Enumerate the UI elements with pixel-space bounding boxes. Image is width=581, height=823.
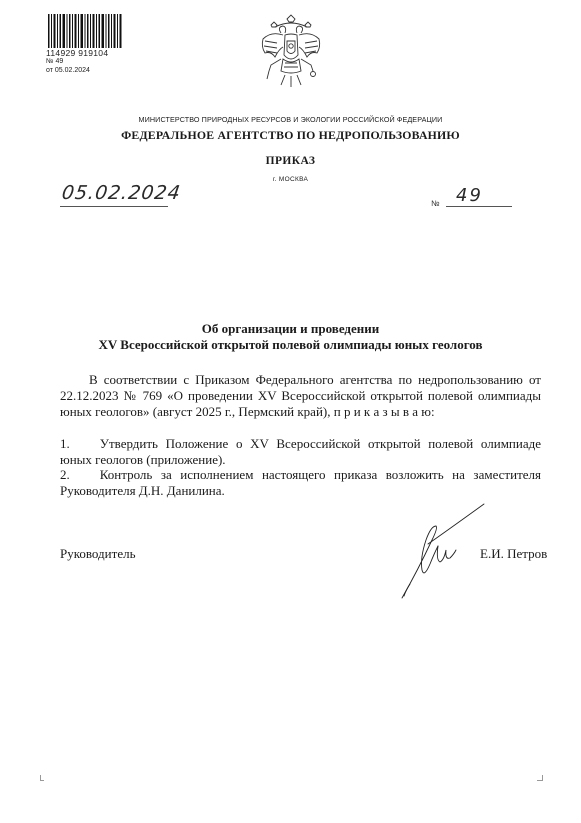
item-number: 1. [60,436,70,451]
subject-line-1: Об организации и проведении [201,321,380,336]
order-number-label: № [431,199,440,208]
subject-line-2: XV Всероссийской открытой полевой олимпиады юных геологов [98,337,483,352]
document-type: ПРИКАЗ [265,155,316,167]
order-item-2 [60,467,541,499]
russian-coat-of-arms-icon [257,13,325,89]
signatory-name: Е.И. Петров [480,546,548,561]
item-number: 2. [60,467,70,482]
date-underline [60,206,168,207]
item-text: Контроль за исполнением настоящего приказа возложить на заместителя Руководителя Д.Н. Данилина. [60,467,541,498]
barcode-icon [48,14,122,48]
signatory-title: Руководитель [60,546,136,561]
registration-number: № 49 [46,58,64,65]
barcode-number: 114929 919104 [46,48,109,58]
registration-date: от 05.02.2024 [46,67,90,74]
order-number-handwritten: 49 [456,185,483,206]
number-underline [446,206,512,207]
ministry-name: МИНИСТЕРСТВО ПРИРОДНЫХ РЕСУРСОВ И ЭКОЛОГИИ РОССИЙСКОЙ ФЕДЕРАЦИИ [138,115,443,124]
city-name: г. МОСКВА [272,176,309,183]
intro-paragraph: В соответствии с Приказом Федерального агентства по недропользованию от 22.12.2023 № 769 «О проведении XV Всероссийской открытой полевой олимпиады юных геологов» (август 2025 г., Пермский край), п р и к а з ы в а ю: [60,372,541,419]
handwritten-signature-icon [398,500,486,604]
item-text: Утвердить Положение о XV Всероссийской открытой полевой олимпиаде юных геологов (приложение). [60,436,541,467]
agency-name: ФЕДЕРАЛЬНОЕ АГЕНТСТВО ПО НЕДРОПОЛЬЗОВАНИЮ [121,128,460,142]
order-item-1 [60,436,541,468]
corner-mark-right-h [537,780,543,781]
order-date-handwritten: 05.02.2024 [60,182,183,204]
corner-mark-left-h [40,780,44,781]
